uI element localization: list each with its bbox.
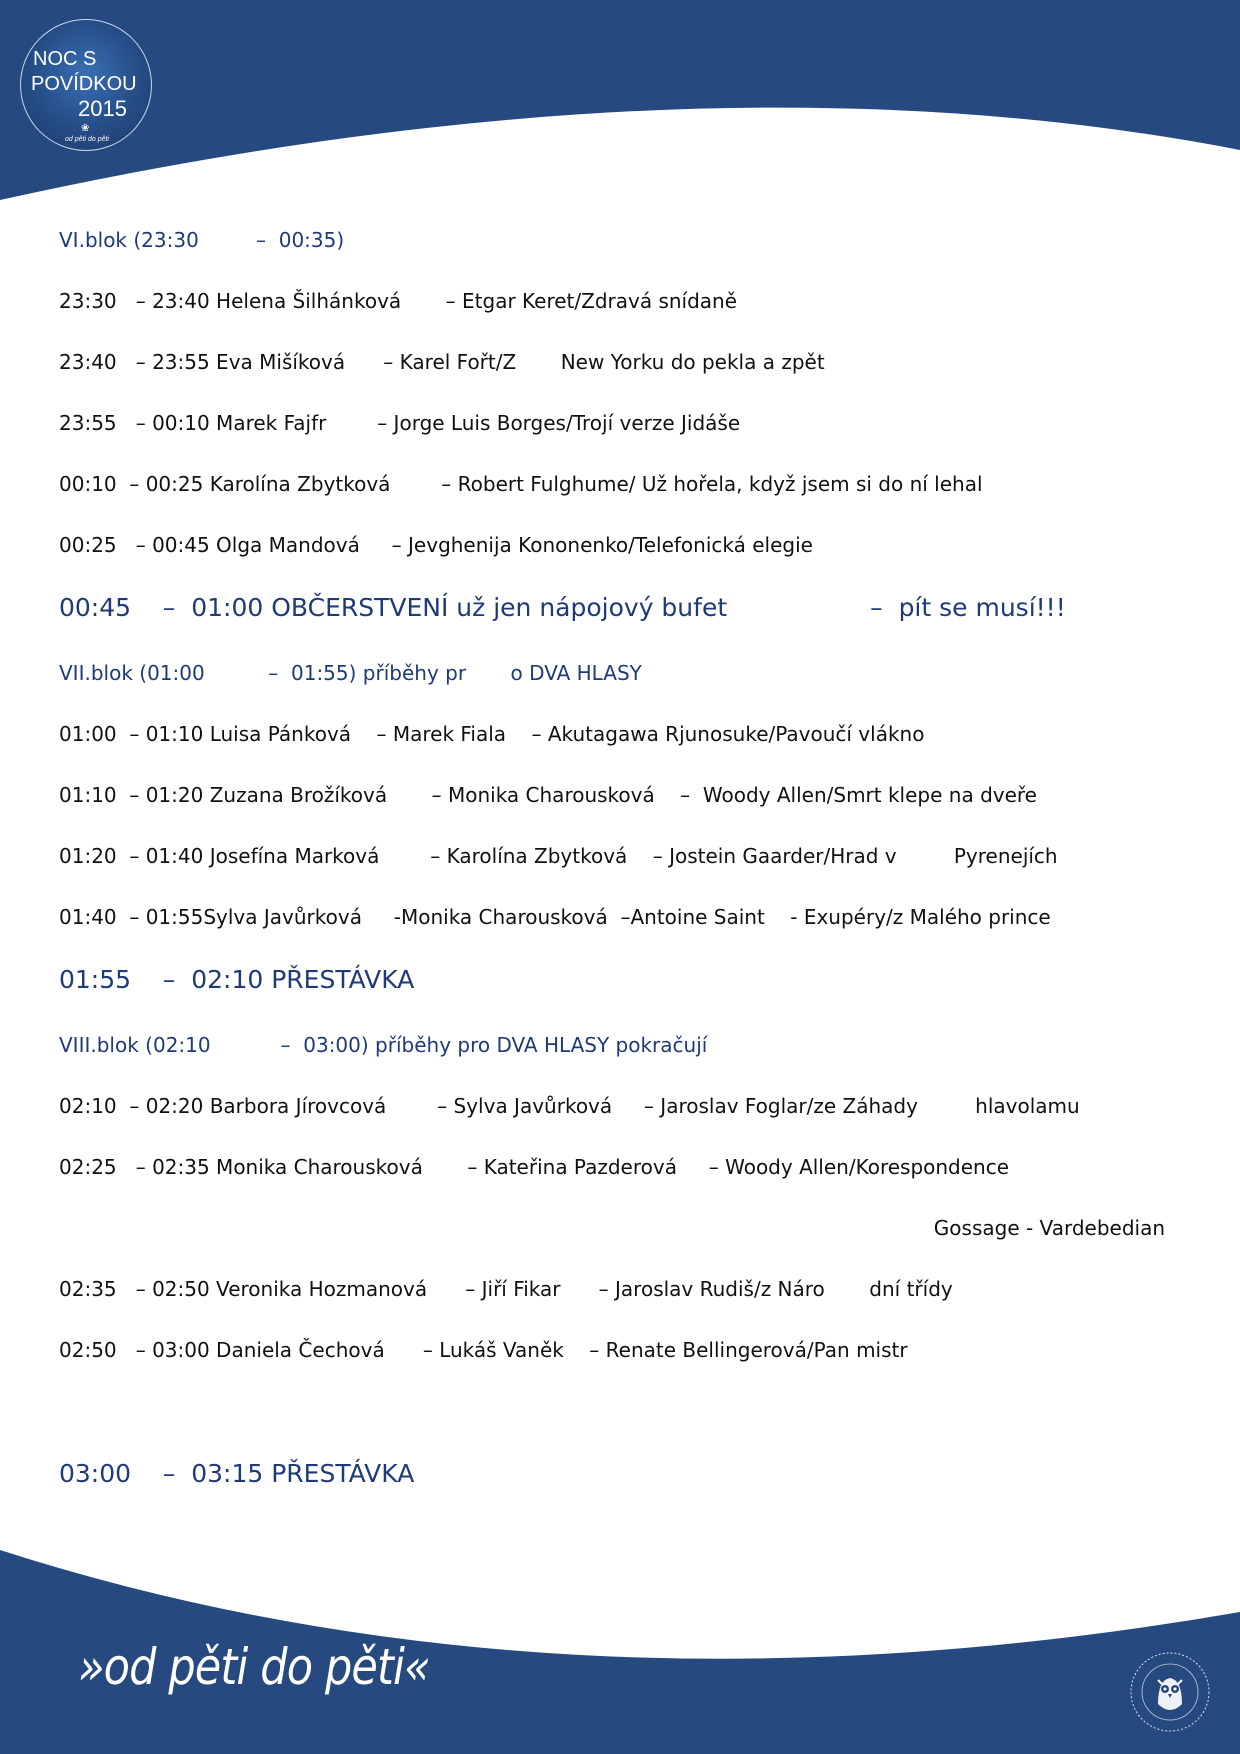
schedule-entry: 02:25 – 02:35 Monika Charousková – Kateřina Pazderová – Woody Allen/Korespondence (59, 1155, 1010, 1179)
logo-subline: od pěti do pěti (65, 136, 109, 143)
break-pause: 01:55 – 02:10 PŘESTÁVKA (59, 965, 415, 994)
schedule-entry: 01:00 – 01:10 Luisa Pánková – Marek Fiala – Akutagawa Rjunosuke/Pavoučí vlákno (59, 722, 925, 746)
block-heading-vi: VI.blok (23:30 – 00:35) (59, 228, 345, 252)
owl-icon (1128, 1650, 1212, 1734)
schedule-entry: 01:10 – 01:20 Zuzana Brožíková – Monika Charousková – Woody Allen/Smrt klepe na dveře (59, 783, 1037, 807)
schedule-entry: 02:35 – 02:50 Veronika Hozmanová – Jiří Fikar – Jaroslav Rudiš/z Náro dní třídy (59, 1277, 953, 1301)
block-heading-vii: VII.blok (01:00 – 01:55) příběhy pr o DVA HLASY (59, 661, 642, 685)
schedule-entry-continuation: Gossage - Vardebedian (933, 1216, 1165, 1240)
schedule-entry: 00:25 – 00:45 Olga Mandová – Jevghenija Kononenko/Telefonická elegie (59, 533, 813, 557)
break-refreshments: 00:45 – 01:00 OBČERSTVENÍ už jen nápojový bufet – pít se musí!!! (59, 593, 1066, 622)
footer-slogan: »od pěti do pěti« (78, 1638, 430, 1696)
break-pause: 03:00 – 03:15 PŘESTÁVKA (59, 1459, 415, 1488)
schedule-entry: 02:10 – 02:20 Barbora Jírovcová – Sylva Javůrková – Jaroslav Foglar/ze Záhady hlavolamu (59, 1094, 1080, 1118)
block-heading-viii: VIII.blok (02:10 – 03:00) příběhy pro DVA HLASY pokračují (59, 1033, 708, 1057)
schedule-entry: 01:40 – 01:55Sylva Javůrková -Monika Charousková –Antoine Saint - Exupéry/z Malého prince (59, 905, 1051, 929)
schedule-entry: 01:20 – 01:40 Josefína Marková – Karolína Zbytková – Jostein Gaarder/Hrad v Pyrenejích (59, 844, 1058, 868)
logo-owl-icon: ❀ (81, 123, 90, 134)
schedule-entry: 23:30 – 23:40 Helena Šilhánková – Etgar Keret/Zdravá snídaně (59, 289, 738, 313)
event-logo-badge (20, 19, 152, 151)
logo-line-2: POVÍDKOU (31, 73, 137, 95)
schedule-entry: 23:40 – 23:55 Eva Mišíková – Karel Fořt/Z New Yorku do pekla a zpět (59, 350, 825, 374)
schedule-entry: 02:50 – 03:00 Daniela Čechová – Lukáš Vaněk – Renate Bellingerová/Pan mistr (59, 1338, 908, 1362)
logo-year: 2015 (78, 96, 127, 121)
schedule-entry: 23:55 – 00:10 Marek Fajfr – Jorge Luis Borges/Trojí verze Jidáše (59, 411, 741, 435)
header-band (0, 0, 1240, 205)
schedule-entry: 00:10 – 00:25 Karolína Zbytková – Robert Fulghume/ Už hořela, když jsem si do ní lehal (59, 472, 983, 496)
logo-line-1: NOC S (33, 48, 97, 70)
